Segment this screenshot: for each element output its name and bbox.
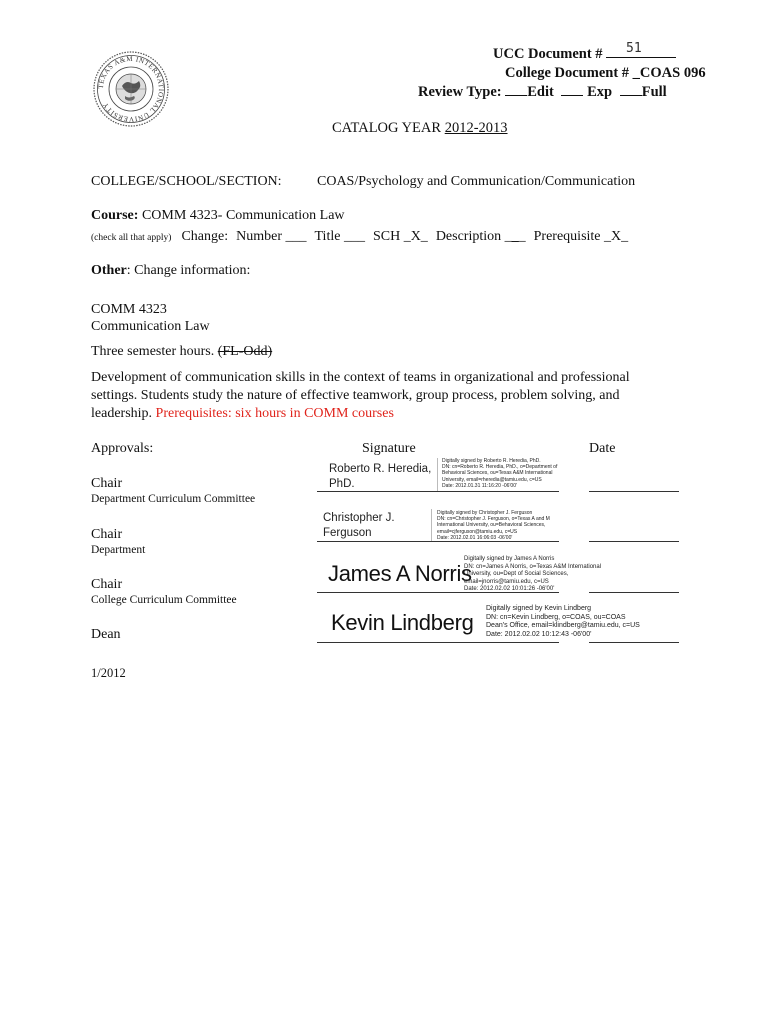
signer-name: Christopher J. Ferguson — [323, 512, 395, 539]
ucc-document-blank — [606, 57, 676, 58]
ucc-document-number: 51 — [626, 41, 642, 56]
seal-text: TEXAS A&M INTERNATIONAL UNIVERSITY — [96, 54, 166, 124]
course-code: COMM 4323 — [91, 302, 167, 317]
check-note: (check all that apply) — [91, 233, 172, 243]
review-full: Full — [641, 84, 667, 100]
course-title: Communication Law — [91, 319, 210, 334]
digital-signature-details: Digitally signed by Roberto R. Heredia, PhD. DN: cn=Roberto R. Heredia, PhD., o=Department of Behavioral Sciences, ou=Texas A&M International University, email=rheredia@tamiu.edu, c=US Date: 2012.01.31 11:16:20 -06'00' — [442, 458, 558, 489]
catalog-year — [332, 120, 508, 137]
review-type-line — [418, 84, 667, 101]
change-label: Change: — [181, 229, 229, 244]
signature-header: Signature — [362, 441, 416, 456]
struck-term: (FL-Odd) — [217, 344, 273, 359]
digital-signature-details: Digitally signed by Kevin Lindberg DN: cn=Kevin Lindberg, o=COAS, ou=COAS Dean's Office, email=klindberg@tamiu.edu, c=US Date: 2012.02.02 10:12:43 -06'00' — [486, 605, 640, 638]
ucc-document-label: UCC Document # — [493, 46, 603, 62]
review-exp: Exp — [587, 84, 613, 100]
revision-date: 1/2012 — [91, 666, 126, 680]
prerequisite-text: Prerequisites: six hours in COMM courses — [155, 406, 394, 421]
description-line-3: leadership. Prerequisites: six hours in COMM courses — [91, 406, 394, 421]
other-line — [91, 263, 250, 279]
date-line — [589, 491, 679, 492]
date-line — [589, 642, 679, 643]
section-label: COLLEGE/SCHOOL/SECTION: — [91, 174, 282, 189]
college-document-line — [505, 65, 706, 82]
college-document-label: College Document # — [505, 65, 630, 81]
course-label: Course: — [91, 208, 139, 223]
change-prerequisite: Prerequisite _X_ — [533, 229, 629, 244]
approval-committee: Department Curriculum Committee — [91, 493, 256, 505]
course-hours: Three semester hours. (FL-Odd) — [91, 344, 273, 359]
signature-line — [317, 491, 559, 492]
approvals-header: Approvals: — [91, 441, 154, 456]
approval-committee: Department — [91, 544, 146, 556]
catalog-year-label: CATALOG YEAR — [332, 120, 442, 136]
ucc-document-line — [493, 46, 676, 63]
approval-role: Chair — [91, 527, 123, 542]
approval-role: Chair — [91, 577, 123, 592]
review-type-label: Review Type: — [418, 84, 502, 100]
course-line — [91, 208, 345, 224]
date-header: Date — [589, 441, 616, 456]
section-value: COAS/Psychology and Communication/Communication — [317, 174, 636, 189]
digital-signature-details: Digitally signed by Christopher J. Ferguson DN: cn=Christopher J. Ferguson, o=Texas A and M International University, ou=Behavioral Sciences, email=cjferguson@tamiu.edu, c=US Date: 2012.02.01 16:06:03 -06'00' — [437, 510, 550, 541]
signer-name: James A Norris — [328, 561, 472, 586]
signer-name: Roberto R. Heredia, PhD. — [329, 463, 432, 490]
university-seal — [92, 50, 170, 128]
approval-role: Dean — [91, 627, 121, 642]
change-line — [91, 227, 628, 245]
signature-line — [317, 541, 559, 542]
signature-line — [317, 592, 559, 593]
approval-committee: College Curriculum Committee — [91, 594, 237, 606]
other-label: Other — [91, 263, 127, 278]
catalog-year-value: 2012-2013 — [444, 120, 508, 136]
change-number: Number ___ — [236, 229, 307, 244]
change-description: Description ___ — [435, 229, 526, 244]
approval-role: Chair — [91, 476, 123, 491]
date-line — [589, 592, 679, 593]
course-value: COMM 4323- Communication Law — [141, 208, 345, 223]
digital-signature-details: Digitally signed by James A Norris DN: cn=James A Norris, o=Texas A&M International University, ou=Dept of Social Sciences, email=jnorris@tamiu.edu, c=US Date: 2012.02.02 10:01:26 -06'00' — [464, 556, 602, 593]
date-line — [589, 541, 679, 542]
change-sch: SCH _X_ — [372, 229, 428, 244]
other-value: : Change information: — [126, 263, 251, 278]
description-line-2: settings. Students study the nature of effective teamwork, group process, problem solving, and — [91, 388, 620, 403]
review-edit: Edit — [527, 84, 554, 100]
signature-line — [317, 642, 559, 643]
college-document-value: _COAS 096 — [632, 65, 706, 81]
change-title: Title ___ — [314, 229, 365, 244]
description-line-1: Development of communication skills in the context of teams in organizational and professional — [91, 370, 630, 385]
signer-name: Kevin Lindberg — [331, 610, 474, 635]
